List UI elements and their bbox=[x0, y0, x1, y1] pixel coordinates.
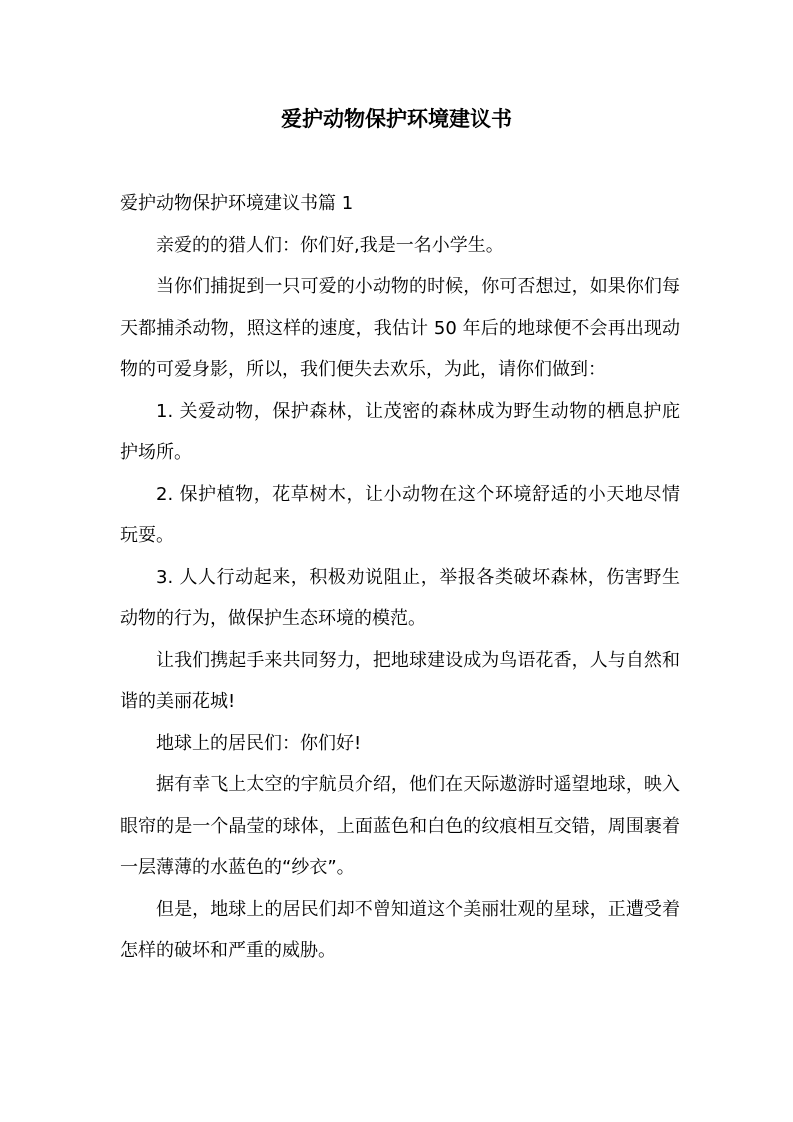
paragraph-call-to-action: 让我们携起手来共同努力，把地球建设成为鸟语花香，人与自然和谐的美丽花城! bbox=[120, 649, 680, 712]
paragraph-greeting-residents: 地球上的居民们：你们好! bbox=[156, 732, 362, 754]
section-heading: 爱护动物保护环境建议书篇 1 bbox=[120, 193, 354, 214]
paragraph-astronaut: 据有幸飞上太空的宇航员介绍，他们在天际遨游时遥望地球，映入眼帘的是一个晶莹的球体，上面蓝色和白色的纹痕相互交错，周围裹着一层薄薄的水蓝色的“纱衣”。 bbox=[120, 774, 680, 878]
paragraph-intro: 当你们捕捉到一只可爱的小动物的时候，你可否想过，如果你们每天都捕杀动物，照这样的速度，我估计 50 年后的地球便不会再出现动物的可爱身影，所以，我们便失去欢乐，为此，请你们做到： bbox=[120, 276, 680, 380]
paragraph-item-3: 3. 人人行动起来，积极劝说阻止，举报各类破坏森林，伤害野生动物的行为，做保护生态环境的模范。 bbox=[120, 566, 680, 629]
paragraph-item-2: 2. 保护植物，花草树木，让小动物在这个环境舒适的小天地尽情玩耍。 bbox=[120, 483, 680, 546]
paragraph-item-1: 1. 关爱动物，保护森林，让茂密的森林成为野生动物的栖息护庇护场所。 bbox=[120, 400, 680, 463]
document-body bbox=[120, 183, 680, 972]
document-title: 爱护动物保护环境建议书 bbox=[281, 107, 512, 131]
paragraph-greeting-hunters: 亲爱的的猎人们：你们好,我是一名小学生。 bbox=[156, 234, 504, 256]
paragraph-threat: 但是，地球上的居民们却不曾知道这个美丽壮观的星球，正遭受着怎样的破坏和严重的威胁。 bbox=[120, 898, 680, 961]
